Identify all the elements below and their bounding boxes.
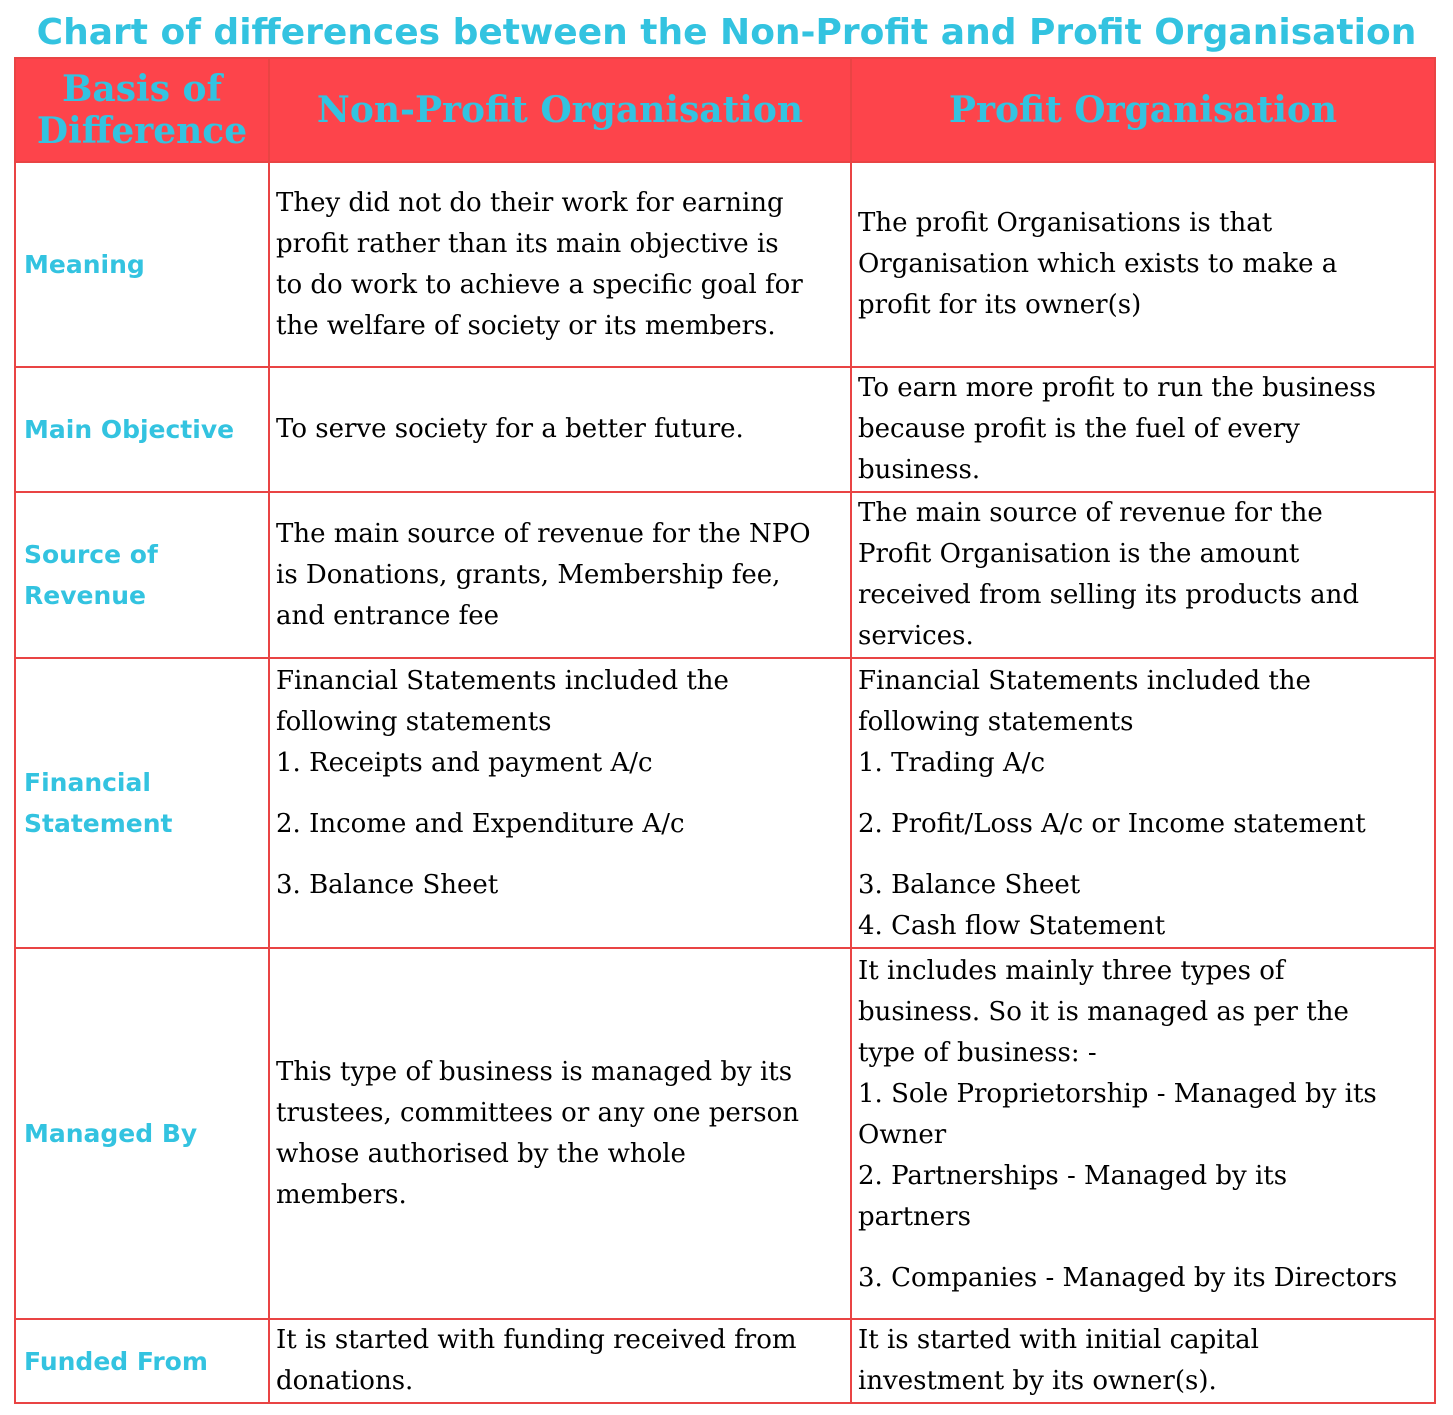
basis-funded-from: Funded From [15,1319,269,1403]
row-funded-from [15,1319,1435,1403]
basis-managed-by: Managed By [15,948,269,1319]
non-profit-managed-by-cell [269,948,851,1319]
cell-line: is Donations, grants, Membership fee, [276,559,781,590]
cell-line: Owner [858,1120,947,1150]
header-basis-line1: Basis of [62,68,222,110]
cell-line: received from selling its products and [858,580,1360,610]
cell-line: To earn more profit to run the business [858,373,1376,403]
cell-line: Financial Statements included the [276,666,729,696]
cell-line: It includes mainly three types of [858,956,1285,986]
cell-line: To serve society for a better future. [276,414,744,444]
header-non-profit-organisation: Non-Profit Organisation [269,58,851,162]
header-row [15,58,1435,162]
cell-line: 1. Sole Proprietorship - Managed by its [858,1079,1377,1109]
cell-line: Financial Statements included the [858,666,1311,696]
profit-source-of-revenue-cell [851,492,1435,658]
cell-line: following statements [276,707,552,737]
profit-financial-statement-cell [851,658,1435,948]
basis-line: Financial [24,768,151,797]
row-managed-by [15,948,1435,1319]
comparison-table [14,57,1436,1404]
cell-line: business. [858,455,981,485]
basis-line: Statement [24,809,173,838]
row-financial-statement [15,658,1435,948]
cell-line: It is started with initial capital [858,1325,1259,1355]
profit-meaning-cell [851,162,1435,367]
cell-line: They did not do their work for earning [276,187,784,218]
profit-funded-from-cell [851,1319,1435,1403]
cell-line: whose authorised by the whole [276,1138,686,1169]
cell-line: 4. Cash flow Statement [858,911,1166,941]
basis-main-objective: Main Objective [15,367,269,492]
cell-line: Organisation which exists to make a [858,249,1338,279]
cell-line: because profit is the fuel of every [858,414,1300,444]
profit-main-objective-cell [851,367,1435,492]
cell-line: following statements [858,707,1134,737]
cell-line: The main source of revenue for the NPO [276,518,811,549]
row-main-objective [15,367,1435,492]
cell-line: profit for its owner(s) [858,290,1142,320]
cell-line: members. [276,1179,407,1210]
cell-line: It is started with funding received from [276,1325,797,1355]
cell-line: services. [858,621,974,651]
cell-line: This type of business is managed by its [276,1056,793,1087]
cell-line: 3. Balance Sheet [858,870,1081,900]
non-profit-meaning-cell [269,162,851,367]
non-profit-funded-from-cell [269,1319,851,1403]
header-basis-of-difference [15,58,269,162]
non-profit-main-objective-cell [269,367,851,492]
cell-line: profit rather than its main objective is [276,228,779,259]
basis-line: Source of [24,540,158,569]
cell-line: and entrance fee [276,600,500,631]
non-profit-financial-statement-cell [269,658,851,948]
row-source-of-revenue [15,492,1435,658]
cell-line: 2. Income and Expenditure A/c [276,809,685,839]
page-title: Chart of differences between the Non-Profit and Profit Organisation [36,12,1417,53]
basis-line: Revenue [24,581,147,610]
cell-line: type of business: - [858,1038,1097,1068]
non-profit-source-of-revenue-cell [269,492,851,658]
cell-line: the welfare of society or its members. [276,310,776,341]
cell-line: 2. Partnerships - Managed by its [858,1161,1288,1191]
cell-line: 1. Trading A/c [858,748,1046,778]
profit-managed-by-cell [851,948,1435,1319]
cell-line: The profit Organisations is that [858,208,1273,238]
cell-line: 1. Receipts and payment A/c [276,748,653,778]
cell-line: 3. Companies - Managed by its Directors [858,1263,1398,1293]
cell-line: partners [858,1202,971,1232]
cell-line: donations. [276,1366,414,1396]
cell-line: Profit Organisation is the amount [858,539,1300,569]
row-meaning [15,162,1435,367]
cell-line: 2. Profit/Loss A/c or Income statement [858,809,1366,839]
header-basis-line2: Difference [36,110,248,152]
cell-line: 3. Balance Sheet [276,870,499,900]
cell-line: trustees, committees or any one person [276,1097,799,1128]
basis-source-of-revenue [15,492,269,658]
basis-meaning: Meaning [15,162,269,367]
header-profit-organisation: Profit Organisation [851,58,1435,162]
cell-line: to do work to achieve a specific goal for [276,269,803,300]
cell-line: investment by its owner(s). [858,1366,1217,1396]
cell-line: business. So it is managed as per the [858,997,1349,1027]
basis-financial-statement [15,658,269,948]
cell-line: The main source of revenue for the [858,498,1323,528]
